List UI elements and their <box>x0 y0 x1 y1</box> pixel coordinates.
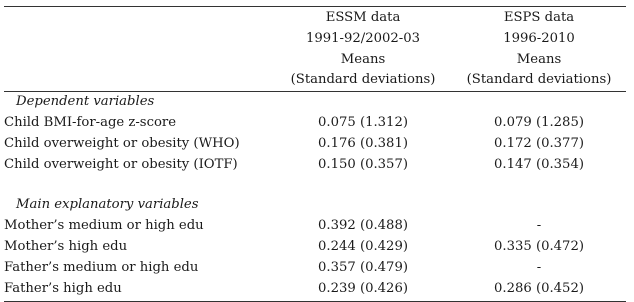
esps-header-line-4: (Standard deviations) <box>466 72 612 88</box>
esps-header-line-1: ESPS data <box>503 10 575 25</box>
essm-header-line-4: (Standard deviations) <box>290 72 436 88</box>
row-label: Child overweight or obesity (WHO) <box>4 135 240 151</box>
esps-header-line-2: 1996-2010 <box>503 30 575 46</box>
essm-header-line-3: Means <box>340 51 386 67</box>
section-title-explanatory: Main explanatory variables <box>16 197 199 213</box>
table-row <box>4 113 626 134</box>
esps-value: 0.172 (0.377) <box>494 135 584 151</box>
row-label: Father’s medium or high edu <box>4 259 199 275</box>
essm-value: 0.244 (0.429) <box>318 238 408 254</box>
statistics-table <box>4 7 626 299</box>
esps-value: 0.147 (0.354) <box>494 156 584 172</box>
table-row <box>4 216 626 237</box>
header-row-4 <box>4 70 626 91</box>
row-label: Child overweight or obesity (IOTF) <box>4 156 238 172</box>
esps-value: 0.079 (1.285) <box>494 114 584 130</box>
spacer-row <box>4 175 626 195</box>
table-row <box>4 237 626 258</box>
summary-statistics-table <box>4 6 626 302</box>
esps-header-line-3: Means <box>516 51 562 67</box>
essm-value: 0.239 (0.426) <box>318 280 408 296</box>
header-row-1 <box>4 7 626 29</box>
section-header-row <box>4 195 626 216</box>
essm-value: 0.075 (1.312) <box>318 114 408 130</box>
essm-header-line-1: ESSM data <box>325 10 401 25</box>
section-header-row <box>4 92 626 113</box>
table-row <box>4 155 626 176</box>
table-row <box>4 279 626 300</box>
essm-header-line-2: 1991-92/2002-03 <box>305 30 421 46</box>
essm-value: 0.392 (0.488) <box>318 218 408 234</box>
header-empty-cell <box>4 29 274 50</box>
esps-value: 0.335 (0.472) <box>494 238 584 254</box>
essm-value: 0.176 (0.381) <box>318 135 408 151</box>
row-label: Mother’s medium or high edu <box>4 218 204 234</box>
row-label: Father’s high edu <box>4 280 122 296</box>
table-row <box>4 258 626 279</box>
essm-value: 0.150 (0.357) <box>318 156 408 172</box>
esps-value: - <box>536 259 542 275</box>
header-row-2 <box>4 29 626 50</box>
esps-value: - <box>536 218 542 234</box>
row-label: Child BMI-for-age z-score <box>4 114 176 130</box>
section-title-dependent: Dependent variables <box>16 94 155 110</box>
esps-value: 0.286 (0.452) <box>494 280 584 296</box>
row-label: Mother’s high edu <box>4 238 128 254</box>
header-empty-cell <box>4 7 274 29</box>
table-row <box>4 134 626 155</box>
header-empty-cell <box>4 50 274 71</box>
header-empty-cell <box>4 70 274 91</box>
header-row-3 <box>4 50 626 71</box>
essm-value: 0.357 (0.479) <box>318 259 408 275</box>
